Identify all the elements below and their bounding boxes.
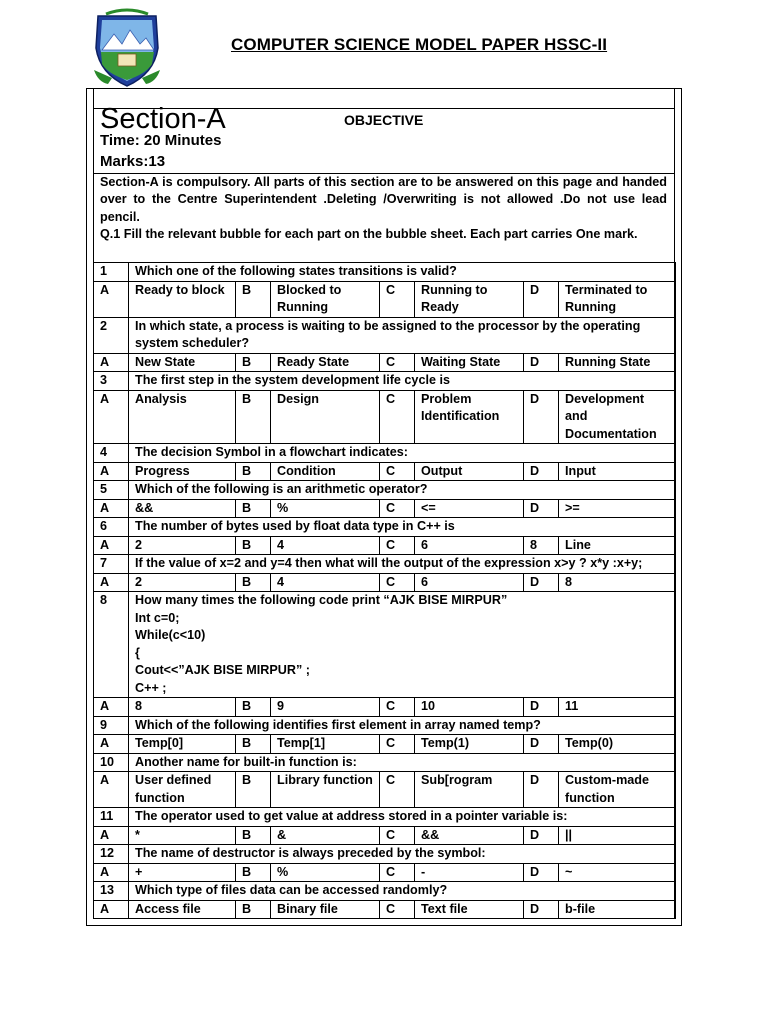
option-text: b-file xyxy=(559,900,676,919)
question-number: 9 xyxy=(94,716,129,735)
option-text: Custom-made function xyxy=(559,772,676,808)
option-letter: C xyxy=(380,390,415,444)
option-letter: C xyxy=(380,698,415,717)
option-letter: D xyxy=(524,573,559,592)
question-text: The operator used to get value at address stored in a pointer variable is: xyxy=(129,808,676,827)
option-text: && xyxy=(129,499,236,518)
option-text: 2 xyxy=(129,573,236,592)
option-letter: B xyxy=(236,735,271,754)
question-text: The name of destructor is always preceded by the symbol: xyxy=(129,845,676,864)
option-text: Progress xyxy=(129,462,236,481)
question-number: 4 xyxy=(94,444,129,463)
option-letter: C xyxy=(380,499,415,518)
option-letter: A xyxy=(94,900,129,919)
section-objective-label: OBJECTIVE xyxy=(344,112,424,128)
options-row xyxy=(94,499,676,518)
option-text: Problem Identification xyxy=(415,390,524,444)
question-row xyxy=(94,882,676,901)
question-row xyxy=(94,845,676,864)
option-text: || xyxy=(559,826,676,845)
option-letter: A xyxy=(94,735,129,754)
option-letter: A xyxy=(94,353,129,372)
option-letter: C xyxy=(380,573,415,592)
option-letter: A xyxy=(94,772,129,808)
option-letter: C xyxy=(380,353,415,372)
option-text: 6 xyxy=(415,573,524,592)
question-text: How many times the following code print “AJK BISE MIRPUR” Int c=0; While(c<10) { Cout<<”AJK BISE MIRPUR” ; C++ ; xyxy=(129,592,676,698)
options-row xyxy=(94,353,676,372)
option-text: <= xyxy=(415,499,524,518)
question-text: Which type of files data can be accessed randomly? xyxy=(129,882,676,901)
questions-table xyxy=(93,262,676,919)
option-letter: D xyxy=(524,735,559,754)
option-text: Text file xyxy=(415,900,524,919)
options-row xyxy=(94,772,676,808)
option-text: Temp[1] xyxy=(271,735,380,754)
option-letter: C xyxy=(380,863,415,882)
option-text: Terminated to Running xyxy=(559,281,676,317)
option-text: Library function xyxy=(271,772,380,808)
option-text: 10 xyxy=(415,698,524,717)
option-text: % xyxy=(271,499,380,518)
option-text: 4 xyxy=(271,536,380,555)
option-text: Temp[0] xyxy=(129,735,236,754)
question-number: 6 xyxy=(94,518,129,537)
question-text: Which one of the following states transitions is valid? xyxy=(129,263,676,282)
option-letter: D xyxy=(524,499,559,518)
option-letter: B xyxy=(236,772,271,808)
option-text: 9 xyxy=(271,698,380,717)
options-row xyxy=(94,462,676,481)
option-letter: A xyxy=(94,281,129,317)
option-letter: C xyxy=(380,735,415,754)
option-text: Access file xyxy=(129,900,236,919)
option-text: Condition xyxy=(271,462,380,481)
option-text: >= xyxy=(559,499,676,518)
option-text: + xyxy=(129,863,236,882)
option-letter: 8 xyxy=(524,536,559,555)
option-text: Running to Ready xyxy=(415,281,524,317)
option-letter: B xyxy=(236,826,271,845)
option-letter: D xyxy=(524,863,559,882)
option-text: Temp(0) xyxy=(559,735,676,754)
option-letter: C xyxy=(380,826,415,845)
option-letter: B xyxy=(236,353,271,372)
option-letter: D xyxy=(524,353,559,372)
options-row xyxy=(94,536,676,555)
option-letter: B xyxy=(236,573,271,592)
question-text: Another name for built-in function is: xyxy=(129,753,676,772)
option-text: 8 xyxy=(559,573,676,592)
question-row xyxy=(94,716,676,735)
q1-instruction: Q.1 Fill the relevant bubble for each part on the bubble sheet. Each part carries One mark. xyxy=(100,226,638,241)
time-allowed: Time: 20 Minutes xyxy=(100,132,222,149)
option-text: New State xyxy=(129,353,236,372)
option-text: Ready State xyxy=(271,353,380,372)
question-row xyxy=(94,592,676,698)
options-row xyxy=(94,863,676,882)
option-text: 2 xyxy=(129,536,236,555)
question-number: 5 xyxy=(94,481,129,500)
section-title: Section-A xyxy=(100,103,226,135)
option-letter: D xyxy=(524,462,559,481)
option-letter: B xyxy=(236,536,271,555)
question-row xyxy=(94,372,676,391)
question-number: 11 xyxy=(94,808,129,827)
option-letter: A xyxy=(94,462,129,481)
option-text: Output xyxy=(415,462,524,481)
question-number: 1 xyxy=(94,263,129,282)
option-letter: C xyxy=(380,536,415,555)
question-number: 12 xyxy=(94,845,129,864)
option-text: * xyxy=(129,826,236,845)
instructions-block xyxy=(100,174,667,243)
question-number: 10 xyxy=(94,753,129,772)
question-row xyxy=(94,753,676,772)
option-text: Sub[rogram xyxy=(415,772,524,808)
question-row xyxy=(94,808,676,827)
option-text: Blocked to Running xyxy=(271,281,380,317)
option-letter: A xyxy=(94,573,129,592)
question-row xyxy=(94,317,676,353)
option-letter: B xyxy=(236,281,271,317)
option-letter: B xyxy=(236,499,271,518)
options-row xyxy=(94,573,676,592)
option-letter: C xyxy=(380,281,415,317)
option-letter: C xyxy=(380,900,415,919)
option-letter: D xyxy=(524,698,559,717)
option-letter: B xyxy=(236,462,271,481)
option-text: ~ xyxy=(559,863,676,882)
total-marks: Marks:13 xyxy=(100,153,166,170)
options-row xyxy=(94,698,676,717)
option-text: Development and Documentation xyxy=(559,390,676,444)
question-row xyxy=(94,481,676,500)
option-letter: D xyxy=(524,772,559,808)
question-text: The decision Symbol in a flowchart indicates: xyxy=(129,444,676,463)
question-number: 2 xyxy=(94,317,129,353)
option-letter: B xyxy=(236,900,271,919)
option-letter: B xyxy=(236,698,271,717)
option-text: Input xyxy=(559,462,676,481)
question-number: 7 xyxy=(94,555,129,574)
options-row xyxy=(94,735,676,754)
question-row xyxy=(94,444,676,463)
question-text: The number of bytes used by float data type in C++ is xyxy=(129,518,676,537)
question-number: 3 xyxy=(94,372,129,391)
question-text: In which state, a process is waiting to be assigned to the processor by the operating system scheduler? xyxy=(129,317,676,353)
option-letter: D xyxy=(524,900,559,919)
option-text: && xyxy=(415,826,524,845)
options-row xyxy=(94,826,676,845)
option-letter: D xyxy=(524,826,559,845)
option-text: Analysis xyxy=(129,390,236,444)
option-text: 8 xyxy=(129,698,236,717)
option-text: - xyxy=(415,863,524,882)
option-text: 4 xyxy=(271,573,380,592)
option-text: Temp(1) xyxy=(415,735,524,754)
option-text: Binary file xyxy=(271,900,380,919)
paper-title: COMPUTER SCIENCE MODEL PAPER HSSC-II xyxy=(231,35,608,54)
option-letter: C xyxy=(380,772,415,808)
options-row xyxy=(94,390,676,444)
option-text: 6 xyxy=(415,536,524,555)
general-instructions: Section-A is compulsory. All parts of this section are to be answered on this page and handed over to the Centre Superintendent .Deleting /Overwriting is not allowed .Do not use lead pencil. xyxy=(100,175,667,224)
options-row xyxy=(94,281,676,317)
option-letter: B xyxy=(236,390,271,444)
options-row xyxy=(94,900,676,919)
option-letter: A xyxy=(94,499,129,518)
option-letter: A xyxy=(94,536,129,555)
option-letter: C xyxy=(380,462,415,481)
option-text: Line xyxy=(559,536,676,555)
option-text: % xyxy=(271,863,380,882)
question-text: The first step in the system development life cycle is xyxy=(129,372,676,391)
option-letter: A xyxy=(94,390,129,444)
option-letter: A xyxy=(94,863,129,882)
question-number: 13 xyxy=(94,882,129,901)
question-row xyxy=(94,518,676,537)
option-letter: A xyxy=(94,698,129,717)
question-text: If the value of x=2 and y=4 then what will the output of the expression x>y ? x*y :x+y; xyxy=(129,555,676,574)
option-letter: D xyxy=(524,281,559,317)
option-text: Design xyxy=(271,390,380,444)
option-letter: A xyxy=(94,826,129,845)
option-text: 11 xyxy=(559,698,676,717)
option-text: Ready to block xyxy=(129,281,236,317)
question-row xyxy=(94,555,676,574)
question-text: Which of the following is an arithmetic operator? xyxy=(129,481,676,500)
option-text: User defined function xyxy=(129,772,236,808)
question-text: Which of the following identifies first element in array named temp? xyxy=(129,716,676,735)
board-emblem-logo xyxy=(88,8,166,88)
option-letter: D xyxy=(524,390,559,444)
option-text: Waiting State xyxy=(415,353,524,372)
option-letter: B xyxy=(236,863,271,882)
question-number: 8 xyxy=(94,592,129,698)
option-text: & xyxy=(271,826,380,845)
option-text: Running State xyxy=(559,353,676,372)
question-row xyxy=(94,263,676,282)
